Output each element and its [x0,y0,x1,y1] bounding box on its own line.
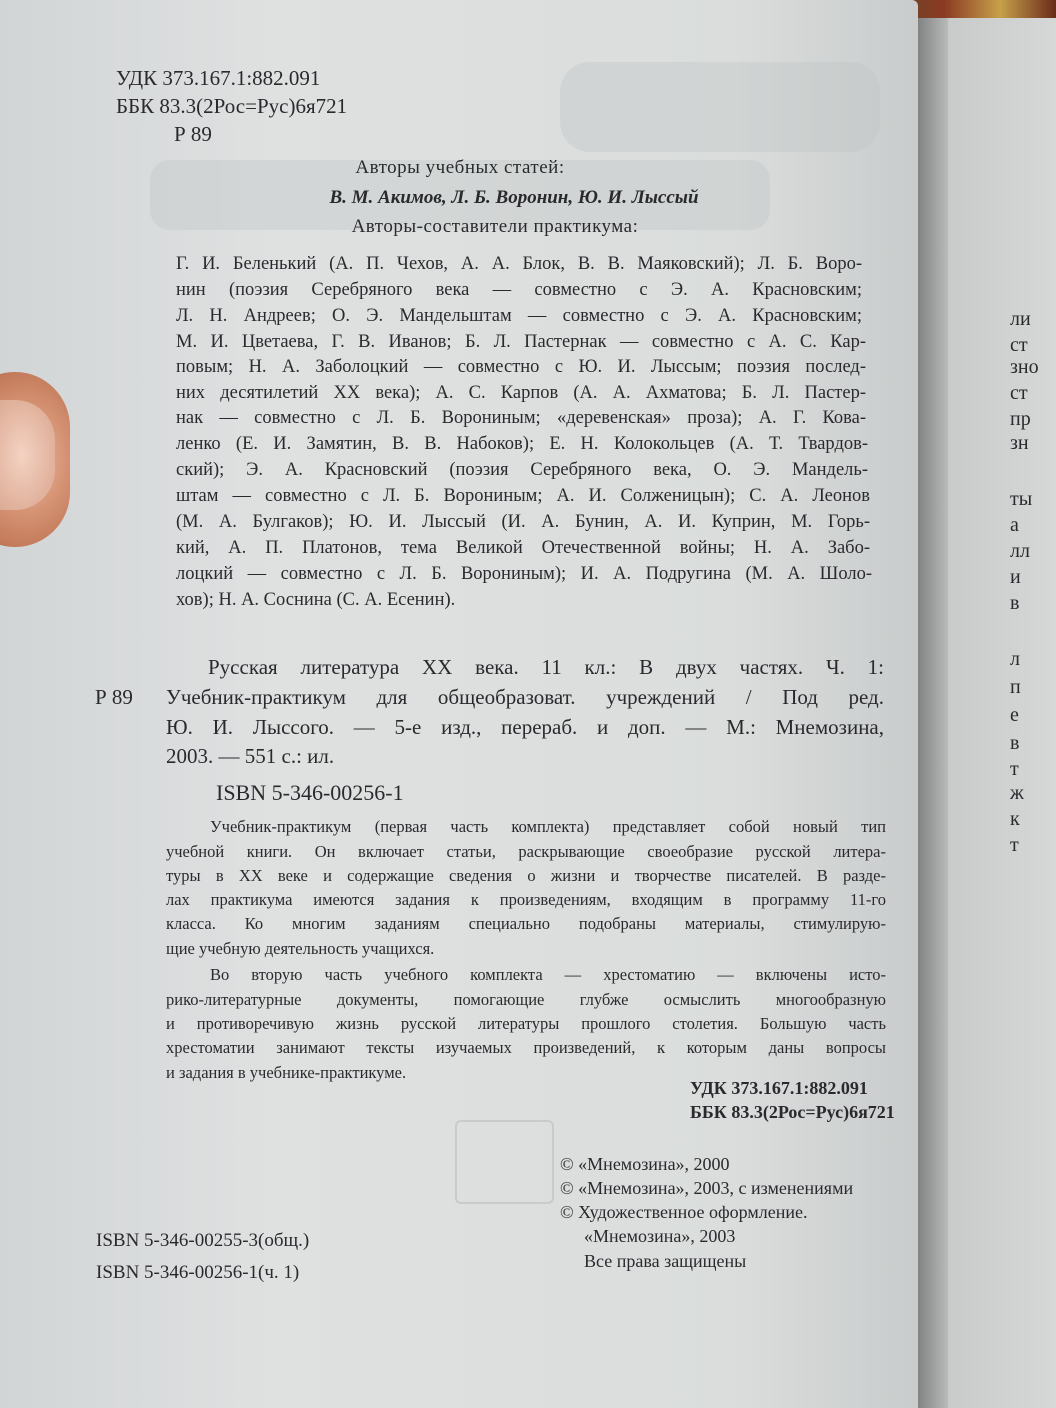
facing-fragment: зн [1010,432,1029,454]
authors-heading: Авторы учебных статей: [355,157,565,178]
facing-fragment: ст [1010,382,1028,404]
facing-fragment: лл [1010,540,1030,562]
facing-fragment: ж [1010,782,1024,804]
facing-fragment: ты [1010,488,1033,510]
compilers-line: М. И. Цветаева, Г. В. Иванов; Б. Л. Пастернак — совместно с А. С. Кар- [176,332,866,352]
annotation-line: туры в XX веке и содержащие сведения о жизни и творчестве писателей. В разде- [166,866,886,885]
compilers-line: кий, А. П. Платонов, тема Великой Отечественной войны; Н. А. Забо- [176,538,870,558]
udk-code: УДК 373.167.1:882.091 [116,66,321,90]
isbn-main: ISBN 5-346-00256-1 [216,780,404,805]
isbn-part: ISBN 5-346-00256-1(ч. 1) [96,1262,300,1283]
facing-fragment: е [1010,704,1019,726]
annotation-line: хрестоматии занимают тексты изучаемых произведений, к которым даны вопросы [166,1038,886,1057]
compilers-line: лоцкий — совместно с Л. Б. Ворониным); И. А. Подругина (М. А. Шоло- [176,564,872,584]
compilers-line: штам — совместно с Л. Б. Ворониным; А. И. Солженицын); С. А. Леонов [176,486,870,506]
annotation-line: класса. Ко многим заданиям специально подобраны материалы, стимулирую- [166,914,886,933]
facing-fragment: в [1010,592,1020,614]
copyright-line: © «Мнемозина», 2003, с изменениями [560,1178,854,1198]
authors-names: В. М. Акимов, Л. Б. Воронин, Ю. И. Лыссый [329,187,699,208]
facing-fragment: а [1010,514,1019,536]
annotation-line: Учебник-практикум (первая часть комплекта) представляет собой новый тип [210,817,886,836]
copyright-line: © «Мнемозина», 2000 [560,1154,730,1174]
facing-fragment: ст [1010,334,1028,356]
bbk-code: ББК 83.3(2Рос=Рус)6я721 [116,94,348,118]
compilers-line: (М. А. Булгаков); Ю. И. Лыссый (И. А. Бунин, А. И. Куприн, М. Горь- [176,512,870,532]
classification-code-entry: Р 89 [95,685,133,709]
facing-fragment: и [1010,566,1021,588]
facing-fragment: зно [1010,356,1039,378]
facing-fragment: л [1010,648,1020,670]
annotation-line: Во вторую часть учебного комплекта — хрестоматию — включены исто- [210,965,886,984]
udk-code-bottom: УДК 373.167.1:882.091 [690,1078,868,1098]
annotation-line: и противоречивую жизнь русской литературы прошлого столетия. Большую часть [166,1014,886,1033]
facing-fragment: п [1010,676,1021,698]
annotation-line: лах практикума имеются задания к произведениям, входящим в программу 11-го [166,890,886,909]
compilers-line: хов); Н. А. Соснина (С. А. Есенин). [176,590,456,610]
facing-fragment: к [1010,808,1020,830]
compilers-line: ский); Э. А. Красновский (поэзия Серебряного века, О. Э. Мандель- [176,460,868,480]
annotation-line: учебной книги. Он включает статьи, раскрывающие своеобразие русской литера- [166,842,886,861]
compilers-line: ленко (Е. И. Замятин, В. В. Набоков); Е. Н. Колокольцев (А. Т. Твардов- [176,434,868,454]
annotation-line: щие учебную деятельность учащихся. [166,939,435,958]
compilers-line: нак — совместно с Л. Б. Ворониным; «деревенская» проза); А. Г. Кова- [176,408,866,428]
compilers-line: Г. И. Беленький (А. П. Чехов, А. А. Блок, В. В. Маяковский); Л. Б. Воро- [176,254,862,274]
biblio-line: 2003. — 551 с.: ил. [166,744,335,768]
show-through-shape [560,62,880,152]
copyright-line: Все права защищены [584,1251,747,1271]
isbn-common: ISBN 5-346-00255-3(общ.) [96,1230,310,1251]
biblio-line: Русская литература XX века. 11 кл.: В двух частях. Ч. 1: [208,655,884,679]
facing-fragment: т [1010,834,1019,856]
compilers-heading: Авторы-составители практикума: [351,216,639,237]
compilers-line: повым; Н. А. Заболоцкий — совместно с Ю. И. Лыссым; поэзия послед- [176,357,866,377]
thumbnail-nail [0,400,55,510]
bbk-code-bottom: ББК 83.3(2Рос=Рус)6я721 [690,1102,895,1122]
show-through-emblem [455,1120,554,1204]
classification-code: Р 89 [174,122,212,146]
biblio-line: Ю. И. Лыссого. — 5-е изд., перераб. и доп. — М.: Мнемозина, [166,715,884,739]
copyright-line: «Мнемозина», 2003 [584,1226,736,1246]
annotation-line: рико-литературные документы, помогающие глубже осмыслить многообразную [166,990,886,1009]
compilers-line: них десятилетий XX века); А. С. Карпов (А. А. Ахматова; Б. Л. Пастер- [176,383,866,403]
copyright-line: © Художественное оформление. [560,1202,808,1222]
facing-fragment: пр [1010,408,1031,430]
compilers-line: нин (поэзия Серебряного века — совместно с Э. А. Красновским; [176,280,862,300]
annotation-line: и задания в учебнике-практикуме. [166,1063,407,1082]
facing-fragment: т [1010,758,1019,780]
facing-fragment: в [1010,732,1020,754]
biblio-line: Учебник-практикум для общеобразоват. учреждений / Под ред. [166,685,884,709]
facing-fragment: ли [1010,308,1031,330]
compilers-line: Л. Н. Андреев; О. Э. Мандельштам — совместно с Э. А. Красновским; [176,306,862,326]
